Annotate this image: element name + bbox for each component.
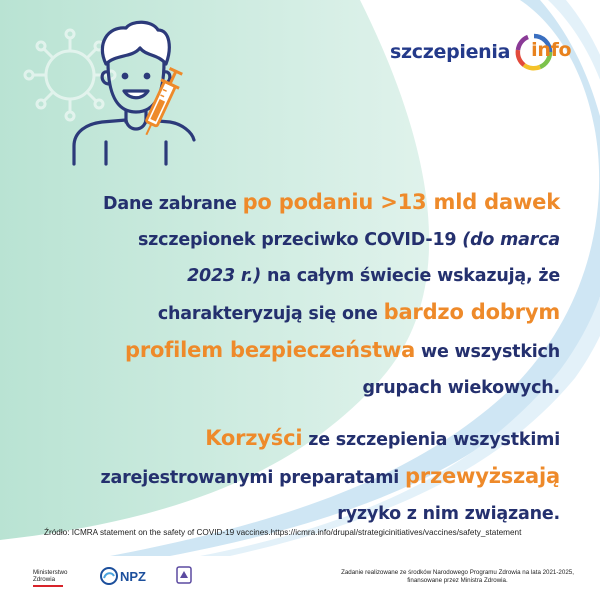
main-line-5 [80,332,560,370]
logo-word: szczepienia [390,41,511,63]
ministry-red-bar [33,585,63,587]
main-line-3 [80,258,560,294]
npz-logo [100,567,146,585]
text-segment: we wszystkich [415,342,560,362]
logo-suffix: info [531,39,572,61]
logo-ring-icon [514,32,572,72]
source-citation: Źródło: ICMRA statement on the safety of COVID-19 vaccines.https://icmra.info/drupal/strategicinitiatives/vaccines/safety_statement [44,528,522,537]
highlight-segment: bardzo dobrym [383,300,560,324]
ministry-line-2: Zdrowia [33,576,56,583]
highlight-segment: Korzyści [205,426,303,450]
szczepienia-info-logo [390,32,572,72]
italic-segment: 2023 r.) [187,266,262,286]
text-segment: Dane zabrane [103,194,243,214]
benefits-paragraph [80,420,560,532]
main-line-6: grupach wiekowych. [362,378,560,398]
italic-segment: (do marca [462,230,560,250]
funding-note-line-1: Zadanie realizowane ze środków Narodowego Programu Zdrowia na lata 2021-2025, [341,569,574,576]
main-line-4 [80,294,560,332]
ministry-line-1: Ministerstwo [33,569,68,576]
main-line-1 [80,184,560,222]
funding-note-line-2: finansowane przez Ministra Zdrowia. [407,577,508,584]
text-segment: zarejestrowanymi preparatami [100,468,405,488]
funding-note [330,569,585,585]
footer [0,556,600,594]
main-paragraph [80,184,560,406]
ministry-of-health-logo [33,569,67,587]
emblem-icon [176,566,192,584]
benefits-line-1 [80,420,560,458]
npz-swirl-icon [100,567,118,585]
benefits-line-3: ryzyko z nim związane. [337,504,560,524]
text-segment: charakteryzują się one [157,304,384,324]
npz-label: NPZ [120,568,146,584]
text-segment: na całym świecie wskazują, że [261,266,560,286]
highlight-segment: po podaniu >13 mld dawek [242,190,560,214]
text-segment: ze szczepienia wszystkimi [302,430,560,450]
highlight-segment: profilem bezpieczeństwa [125,338,416,362]
highlight-segment: przewyższają [404,464,560,488]
main-line-2 [80,222,560,258]
text-segment: szczepionek przeciwko COVID-19 [137,230,463,250]
benefits-line-2 [80,458,560,496]
person-with-syringe-icon [66,14,206,166]
